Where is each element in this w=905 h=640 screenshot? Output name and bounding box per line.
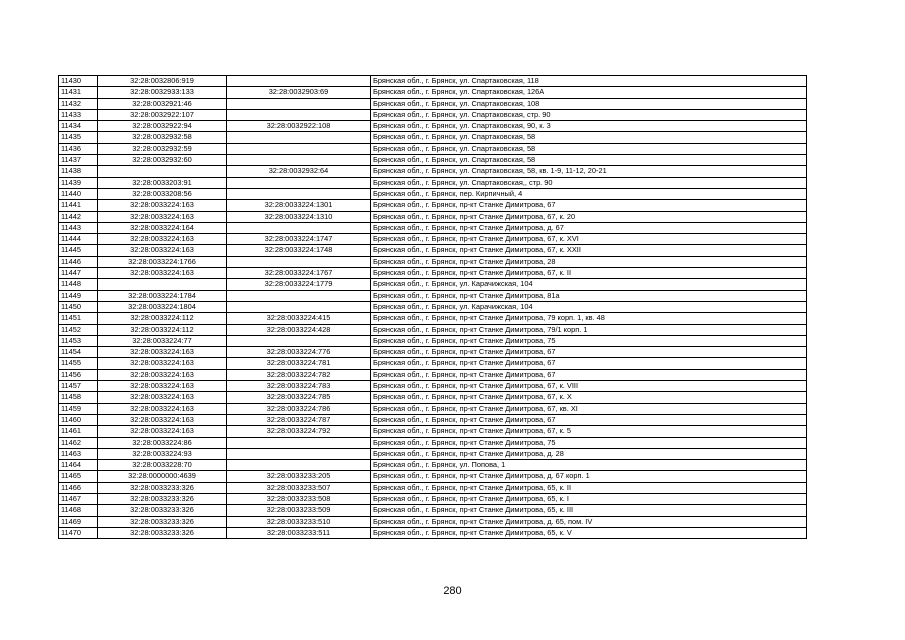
cadastral-number-cell: 32:28:0033224:1784 [98,290,227,301]
table-row [59,448,807,459]
address-cell: Брянская обл., г. Брянск, ул. Карачижская, 104 [371,301,807,312]
row-number-cell: 11442 [59,211,98,222]
address-cell: Брянская обл., г. Брянск, ул. Спартаковская, 58 [371,155,807,166]
row-number-cell: 11439 [59,177,98,188]
table-row [59,335,807,346]
linked-cadastral-number-cell: 32:28:0033224:1748 [227,245,371,256]
table-row [59,437,807,448]
linked-cadastral-number-cell [227,460,371,471]
linked-cadastral-number-cell: 32:28:0033224:1779 [227,279,371,290]
address-cell: Брянская обл., г. Брянск, пр-кт Станке Димитрова, 65, к. II [371,482,807,493]
linked-cadastral-number-cell [227,301,371,312]
address-cell: Брянская обл., г. Брянск, пр-кт Станке Димитрова, 67, к. X [371,392,807,403]
cadastral-number-cell: 32:28:0033224:163 [98,403,227,414]
row-number-cell: 11458 [59,392,98,403]
table-row [59,87,807,98]
cadastral-number-cell: 32:28:0033224:163 [98,245,227,256]
row-number-cell: 11444 [59,234,98,245]
row-number-cell: 11464 [59,460,98,471]
address-cell: Брянская обл., г. Брянск, пр-кт Станке Димитрова, 67, к. XVI [371,234,807,245]
row-number-cell: 11443 [59,222,98,233]
address-cell: Брянская обл., г. Брянск, пр-кт Станке Димитрова, 67, к. VIII [371,381,807,392]
row-number-cell: 11441 [59,200,98,211]
cadastral-number-cell: 32:28:0033203:91 [98,177,227,188]
row-number-cell: 11467 [59,493,98,504]
cadastral-number-cell: 32:28:0033224:112 [98,324,227,335]
address-cell: Брянская обл., г. Брянск, пр-кт Станке Димитрова, д. 65, пом. IV [371,516,807,527]
row-number-cell: 11431 [59,87,98,98]
linked-cadastral-number-cell: 32:28:0033224:781 [227,358,371,369]
address-cell: Брянская обл., г. Брянск, пр-кт Станке Димитрова, д. 28 [371,448,807,459]
linked-cadastral-number-cell: 32:28:0033233:510 [227,516,371,527]
table-row [59,516,807,527]
row-number-cell: 11437 [59,155,98,166]
cadastral-number-cell: 32:28:0032922:107 [98,109,227,120]
table-row [59,188,807,199]
linked-cadastral-number-cell: 32:28:0033233:507 [227,482,371,493]
linked-cadastral-number-cell: 32:28:0033224:787 [227,414,371,425]
table-row [59,98,807,109]
row-number-cell: 11445 [59,245,98,256]
row-number-cell: 11470 [59,527,98,538]
linked-cadastral-number-cell: 32:28:0033233:508 [227,493,371,504]
row-number-cell: 11450 [59,301,98,312]
cadastral-number-cell: 32:28:0033208:56 [98,188,227,199]
address-cell: Брянская обл., г. Брянск, ул. Спартаковская, 58 [371,132,807,143]
linked-cadastral-number-cell: 32:28:0033224:1301 [227,200,371,211]
table-row [59,166,807,177]
table-row [59,482,807,493]
cadastral-number-cell: 32:28:0033233:326 [98,482,227,493]
row-number-cell: 11448 [59,279,98,290]
row-number-cell: 11451 [59,313,98,324]
table-row [59,76,807,87]
table-row [59,347,807,358]
address-cell: Брянская обл., г. Брянск, пр-кт Станке Димитрова, 67, к. XXII [371,245,807,256]
table-row [59,177,807,188]
address-cell: Брянская обл., г. Брянск, пер. Кирпичный, 4 [371,188,807,199]
table-row [59,268,807,279]
row-number-cell: 11432 [59,98,98,109]
row-number-cell: 11455 [59,358,98,369]
linked-cadastral-number-cell: 32:28:0032903:69 [227,87,371,98]
row-number-cell: 11469 [59,516,98,527]
row-number-cell: 11461 [59,426,98,437]
table-row [59,222,807,233]
row-number-cell: 11465 [59,471,98,482]
linked-cadastral-number-cell [227,290,371,301]
row-number-cell: 11449 [59,290,98,301]
linked-cadastral-number-cell [227,335,371,346]
cadastral-number-cell: 32:28:0033224:112 [98,313,227,324]
cadastral-number-cell: 32:28:0032921:46 [98,98,227,109]
row-number-cell: 11440 [59,188,98,199]
cadastral-number-cell: 32:28:0032806:919 [98,76,227,87]
table-row [59,392,807,403]
cadastral-number-cell: 32:28:0033233:326 [98,527,227,538]
address-cell: Брянская обл., г. Брянск, пр-кт Станке Димитрова, 67 [371,200,807,211]
row-number-cell: 11452 [59,324,98,335]
row-number-cell: 11468 [59,505,98,516]
linked-cadastral-number-cell: 32:28:0033233:205 [227,471,371,482]
row-number-cell: 11463 [59,448,98,459]
linked-cadastral-number-cell [227,76,371,87]
cadastral-number-cell: 32:28:0033233:326 [98,505,227,516]
address-cell: Брянская обл., г. Брянск, ул. Карачижская, 104 [371,279,807,290]
row-number-cell: 11433 [59,109,98,120]
cadastral-number-cell: 32:28:0032932:60 [98,155,227,166]
linked-cadastral-number-cell: 32:28:0033224:783 [227,381,371,392]
linked-cadastral-number-cell: 32:28:0032922:108 [227,121,371,132]
cadastral-number-cell: 32:28:0032932:59 [98,143,227,154]
table-row [59,381,807,392]
linked-cadastral-number-cell [227,437,371,448]
linked-cadastral-number-cell [227,177,371,188]
address-cell: Брянская обл., г. Брянск, пр-кт Станке Димитрова, д. 67 [371,222,807,233]
table-row [59,245,807,256]
cadastral-number-cell: 32:28:0033224:163 [98,211,227,222]
address-cell: Брянская обл., г. Брянск, пр-кт Станке Димитрова, д. 67 корп. 1 [371,471,807,482]
linked-cadastral-number-cell: 32:28:0033224:785 [227,392,371,403]
address-cell: Брянская обл., г. Брянск, пр-кт Станке Димитрова, 79/1 корп. 1 [371,324,807,335]
linked-cadastral-number-cell [227,222,371,233]
row-number-cell: 11436 [59,143,98,154]
row-number-cell: 11447 [59,268,98,279]
address-cell: Брянская обл., г. Брянск, ул. Спартаковская, 58 [371,143,807,154]
linked-cadastral-number-cell [227,109,371,120]
cadastral-number-cell: 32:28:0033224:1804 [98,301,227,312]
linked-cadastral-number-cell: 32:28:0033224:1767 [227,268,371,279]
row-number-cell: 11457 [59,381,98,392]
linked-cadastral-number-cell: 32:28:0033224:428 [227,324,371,335]
linked-cadastral-number-cell [227,132,371,143]
address-cell: Брянская обл., г. Брянск, пр-кт Станке Димитрова, 67 [371,358,807,369]
table-row [59,313,807,324]
cadastral-number-cell: 32:28:0033224:86 [98,437,227,448]
address-cell: Брянская обл., г. Брянск, пр-кт Станке Димитрова, 65, к. V [371,527,807,538]
linked-cadastral-number-cell: 32:28:0033224:786 [227,403,371,414]
row-number-cell: 11430 [59,76,98,87]
address-cell: Брянская обл., г. Брянск, пр-кт Станке Димитрова, 67 [371,369,807,380]
address-cell: Брянская обл., г. Брянск, ул. Спартаковская, 118 [371,76,807,87]
row-number-cell: 11460 [59,414,98,425]
row-number-cell: 11456 [59,369,98,380]
table-row [59,121,807,132]
page-number: 280 [443,585,462,597]
linked-cadastral-number-cell [227,256,371,267]
address-cell: Брянская обл., г. Брянск, ул. Спартаковская, 108 [371,98,807,109]
table-row [59,527,807,538]
table-row [59,143,807,154]
cadastral-number-cell: 32:28:0033224:163 [98,347,227,358]
address-cell: Брянская обл., г. Брянск, ул. Спартаковская, 58, кв. 1-9, 11-12, 20-21 [371,166,807,177]
table-row [59,460,807,471]
address-cell: Брянская обл., г. Брянск, пр-кт Станке Димитрова, 81а [371,290,807,301]
address-cell: Брянская обл., г. Брянск, пр-кт Станке Димитрова, 67, к. II [371,268,807,279]
address-cell: Брянская обл., г. Брянск, пр-кт Станке Димитрова, 75 [371,437,807,448]
address-cell: Брянская обл., г. Брянск, пр-кт Станке Димитрова, 75 [371,335,807,346]
table-row [59,109,807,120]
table-row [59,211,807,222]
row-number-cell: 11466 [59,482,98,493]
cadastral-number-cell [98,166,227,177]
linked-cadastral-number-cell [227,448,371,459]
address-cell: Брянская обл., г. Брянск, пр-кт Станке Димитрова, 67, к. 20 [371,211,807,222]
table-row [59,414,807,425]
cadastral-number-cell: 32:28:0033224:163 [98,414,227,425]
linked-cadastral-number-cell: 32:28:0032932:64 [227,166,371,177]
address-cell: Брянская обл., г. Брянск, ул. Спартаковская,, стр. 90 [371,177,807,188]
linked-cadastral-number-cell: 32:28:0033224:1747 [227,234,371,245]
cadastral-number-cell: 32:28:0033224:163 [98,358,227,369]
address-cell: Брянская обл., г. Брянск, пр-кт Станке Димитрова, 79 корп. 1, кв. 48 [371,313,807,324]
row-number-cell: 11434 [59,121,98,132]
registry-table [58,75,807,539]
cadastral-number-cell: 32:28:0033233:326 [98,493,227,504]
table-row [59,358,807,369]
address-cell: Брянская обл., г. Брянск, ул. Спартаковская, 90, к. 3 [371,121,807,132]
cadastral-number-cell [98,279,227,290]
cadastral-number-cell: 32:28:0033224:1766 [98,256,227,267]
cadastral-number-cell: 32:28:0033224:163 [98,392,227,403]
row-number-cell: 11454 [59,347,98,358]
row-number-cell: 11435 [59,132,98,143]
cadastral-number-cell: 32:28:0033224:163 [98,234,227,245]
table-row [59,324,807,335]
cadastral-number-cell: 32:28:0033233:326 [98,516,227,527]
cadastral-number-cell: 32:28:0000000:4639 [98,471,227,482]
cadastral-number-cell: 32:28:0033224:163 [98,200,227,211]
linked-cadastral-number-cell: 32:28:0033233:509 [227,505,371,516]
registry-table-body [59,76,807,539]
cadastral-number-cell: 32:28:0032922:94 [98,121,227,132]
address-cell: Брянская обл., г. Брянск, пр-кт Станке Димитрова, 67, кв. XI [371,403,807,414]
row-number-cell: 11438 [59,166,98,177]
table-row [59,256,807,267]
row-number-cell: 11459 [59,403,98,414]
address-cell: Брянская обл., г. Брянск, пр-кт Станке Димитрова, 65, к. I [371,493,807,504]
row-number-cell: 11446 [59,256,98,267]
address-cell: Брянская обл., г. Брянск, пр-кт Станке Димитрова, 67 [371,414,807,425]
address-cell: Брянская обл., г. Брянск, пр-кт Станке Димитрова, 28 [371,256,807,267]
address-cell: Брянская обл., г. Брянск, ул. Спартаковская, 126А [371,87,807,98]
cadastral-number-cell: 32:28:0033224:93 [98,448,227,459]
address-cell: Брянская обл., г. Брянск, пр-кт Станке Димитрова, 67 [371,347,807,358]
address-cell: Брянская обл., г. Брянск, пр-кт Станке Димитрова, 67, к. 5 [371,426,807,437]
cadastral-number-cell: 32:28:0033224:77 [98,335,227,346]
cadastral-number-cell: 32:28:0033224:163 [98,369,227,380]
table-row [59,369,807,380]
table-row [59,155,807,166]
cadastral-number-cell: 32:28:0032932:58 [98,132,227,143]
table-row [59,426,807,437]
linked-cadastral-number-cell: 32:28:0033224:782 [227,369,371,380]
table-row [59,471,807,482]
address-cell: Брянская обл., г. Брянск, ул. Спартаковская, стр. 90 [371,109,807,120]
table-row [59,200,807,211]
address-cell: Брянская обл., г. Брянск, пр-кт Станке Димитрова, 65, к. III [371,505,807,516]
linked-cadastral-number-cell [227,98,371,109]
row-number-cell: 11453 [59,335,98,346]
table-row [59,403,807,414]
linked-cadastral-number-cell: 32:28:0033224:415 [227,313,371,324]
table-row [59,301,807,312]
linked-cadastral-number-cell [227,155,371,166]
row-number-cell: 11462 [59,437,98,448]
address-cell: Брянская обл., г. Брянск, ул. Попова, 1 [371,460,807,471]
table-row [59,279,807,290]
linked-cadastral-number-cell [227,188,371,199]
linked-cadastral-number-cell: 32:28:0033224:1310 [227,211,371,222]
table-row [59,234,807,245]
linked-cadastral-number-cell: 32:28:0033224:792 [227,426,371,437]
cadastral-number-cell: 32:28:0033228:70 [98,460,227,471]
cadastral-number-cell: 32:28:0033224:163 [98,381,227,392]
linked-cadastral-number-cell: 32:28:0033224:776 [227,347,371,358]
cadastral-number-cell: 32:28:0033224:163 [98,268,227,279]
cadastral-number-cell: 32:28:0032933:133 [98,87,227,98]
linked-cadastral-number-cell [227,143,371,154]
table-row [59,505,807,516]
linked-cadastral-number-cell: 32:28:0033233:511 [227,527,371,538]
cadastral-number-cell: 32:28:0033224:164 [98,222,227,233]
cadastral-number-cell: 32:28:0033224:163 [98,426,227,437]
table-row [59,290,807,301]
table-row [59,493,807,504]
table-row [59,132,807,143]
